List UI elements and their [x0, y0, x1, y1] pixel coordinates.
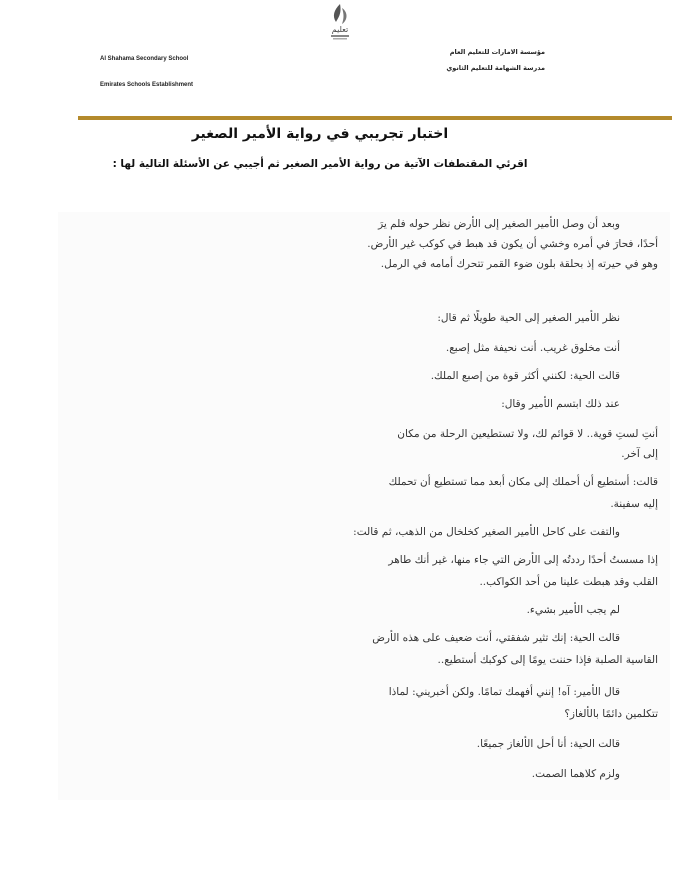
passage-line: والتفت على كاحل الأمير الصغير كخلخال من الذهب، ثم قالت:: [353, 526, 620, 538]
passage-line: لم يجب الأمير بشيء.: [526, 604, 620, 616]
passage-line: عند ذلك ابتسم الأمير وقال:: [501, 398, 620, 410]
header-divider: [78, 116, 672, 120]
passage-line: ولزم كلاهما الصمت.: [531, 768, 620, 780]
passage-line: وهو في حيرته إذ بحلقة بلون ضوء القمر تتحرك أمامه في الرمل.: [380, 258, 658, 270]
passage-line: إلى آخر.: [621, 448, 658, 460]
passage-line: القلب وقد هبطت علينا من أحد الكواكب..: [479, 576, 658, 588]
passage-line: قالت الحية: لكنني أكثر قوة من إصبع الملك.: [430, 370, 620, 382]
school-name-english: Al Shahama Secondary School: [100, 56, 189, 62]
passage-line: القاسية الصلبة فإذا حننت يومًا إلى كوكبك أستطيع..: [437, 654, 658, 666]
school-name-arabic: مدرسة الشهامة للتعليم الثانوي: [446, 64, 545, 72]
logo-text: تعليم: [331, 25, 349, 34]
passage-line: أحدًا، فحارَ في أمره وخشي أن يكون قد هبط في كوكب غير الأرض.: [367, 238, 658, 250]
passage-line: إذا مسستُ أحدًا رددتُه إلى الأرض التي جاء منها، غير أنك طاهر: [388, 554, 658, 566]
emirates-schools-logo: [326, 2, 354, 42]
passage-line: وبعد أن وصل الأمير الصغير إلى الأرض نظر حوله فلم يرَ: [378, 218, 620, 230]
passage-line: قالت: أستطيع أن أحملك إلى مكان أبعد مما تستطيع أن تحملك: [388, 476, 658, 488]
organization-name-arabic: مؤسسة الامارات للتعليم العام: [449, 48, 545, 56]
establishment-name-english: Emirates Schools Establishment: [100, 82, 194, 88]
passage-line: نظر الأمير الصغير إلى الحية طويلًا ثم قال:: [437, 312, 620, 324]
exam-title: اختبار تجريبي في رواية الأمير الصغير: [191, 126, 449, 142]
passage-line: قال الأمير: آه! إنني أفهمك تمامًا. ولكن أخبريني: لماذا: [388, 686, 620, 698]
passage-line: إليه سفينة.: [610, 498, 658, 510]
passage-box: [58, 212, 670, 800]
passage-line: أنتِ لستِ قوية.. لا قوائم لك، ولا تستطيعين الرحلة من مكان: [397, 428, 658, 440]
passage-line: تتكلمين دائمًا بالألغاز؟: [564, 708, 658, 720]
passage-line: قالت الحية: أنا أحل الألغاز جميعًا.: [476, 738, 620, 750]
passage-line: أنت مخلوق غريب. أنت نحيفة مثل إصبع.: [445, 342, 620, 354]
exam-instruction: اقرئي المقتطفات الآتية من رواية الأمير الصغير ثم أجيبي عن الأسئلة التالية لها :: [112, 158, 528, 170]
passage-line: قالت الحية: إنك تثير شفقتي، أنت ضعيف على هذه الأرض: [372, 632, 620, 644]
